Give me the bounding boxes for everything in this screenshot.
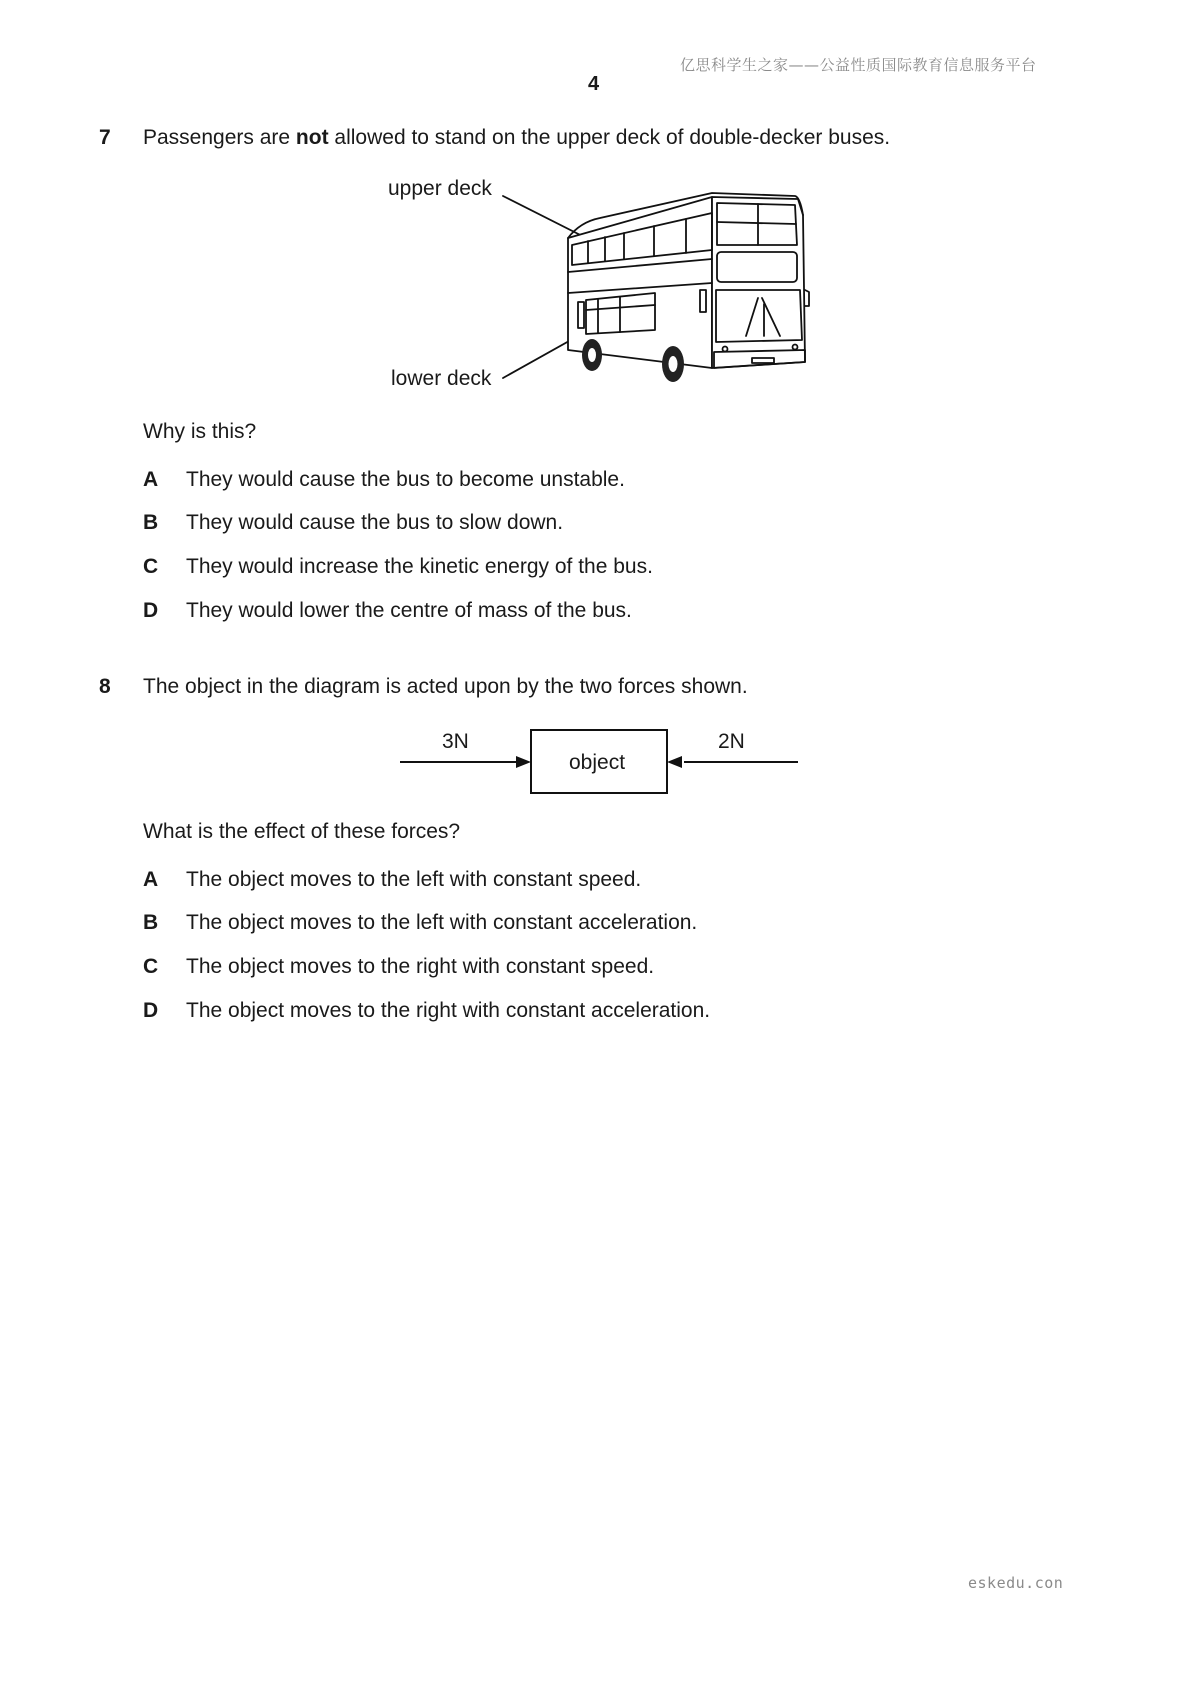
lower-deck-label: lower deck xyxy=(391,367,492,390)
question-8-number: 8 xyxy=(99,675,111,698)
right-arrowhead xyxy=(667,756,682,768)
question-8-option-a-letter: A xyxy=(143,868,159,891)
question-7-option-b-letter: B xyxy=(143,511,159,534)
page-number: 4 xyxy=(588,73,600,95)
question-8-stem: The object in the diagram is acted upon by the two forces shown. xyxy=(143,675,748,698)
question-7-stem-after: allowed to stand on the upper deck of double-decker buses. xyxy=(328,126,891,149)
left-force-label: 3N xyxy=(442,730,469,753)
left-arrowhead xyxy=(516,756,531,768)
question-7-stem-bold: not xyxy=(295,126,329,149)
footer-watermark: eskedu.con xyxy=(968,1574,1064,1592)
question-7-option-d-letter: D xyxy=(143,599,159,622)
question-7-option-b-text: They would cause the bus to slow down. xyxy=(186,511,564,534)
question-7-prompt: Why is this? xyxy=(143,420,257,443)
question-8-option-c-letter: C xyxy=(143,955,159,978)
object-label: object xyxy=(569,751,626,774)
double-decker-bus-illustration xyxy=(490,180,820,395)
question-7-option-a-letter: A xyxy=(143,468,159,491)
question-7-option-c-letter: C xyxy=(143,555,159,578)
question-8-option-a-text: The object moves to the left with constant speed. xyxy=(186,868,642,891)
question-7-option-c-text: They would increase the kinetic energy of the bus. xyxy=(186,555,653,578)
question-8-option-b-letter: B xyxy=(143,911,159,934)
front-mirror xyxy=(805,290,809,306)
question-7-stem-before: Passengers are xyxy=(143,126,296,149)
question-8-option-d-letter: D xyxy=(143,999,159,1022)
question-7-option-a-text: They would cause the bus to become unstable. xyxy=(186,468,625,491)
question-7-stem xyxy=(143,126,890,150)
right-force-label: 2N xyxy=(718,730,745,753)
question-8-option-d-text: The object moves to the right with constant acceleration. xyxy=(186,999,711,1022)
question-7-option-d-text: They would lower the centre of mass of the bus. xyxy=(186,599,632,622)
question-8-option-c-text: The object moves to the right with constant speed. xyxy=(186,955,655,978)
header-watermark: 亿思科学生之家——公益性质国际教育信息服务平台 xyxy=(680,56,1037,74)
question-7-number: 7 xyxy=(99,126,111,149)
question-8-option-b-text: The object moves to the left with constant acceleration. xyxy=(186,911,698,934)
upper-deck-label: upper deck xyxy=(388,177,492,200)
question-8-prompt: What is the effect of these forces? xyxy=(143,820,461,843)
